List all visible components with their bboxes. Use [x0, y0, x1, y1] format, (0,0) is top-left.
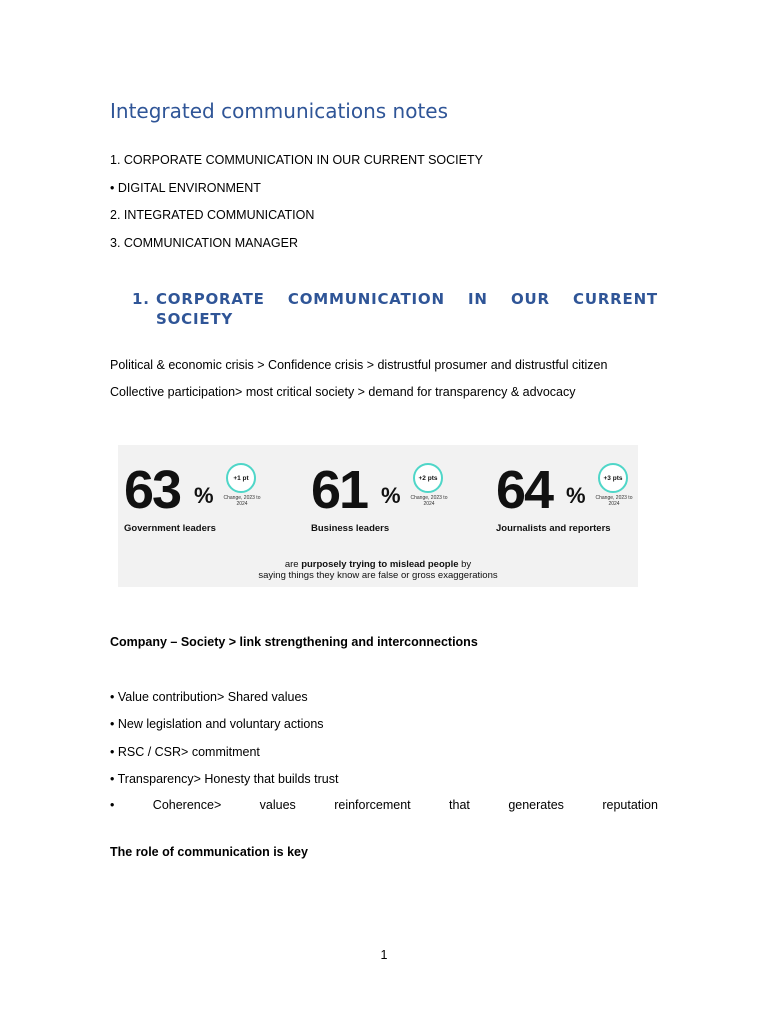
bullet-word: generates — [508, 798, 564, 812]
caption-line: saying things they know are false or gross exaggerations — [258, 570, 498, 581]
section-number: 1. — [132, 290, 150, 308]
bullet-word: values — [259, 798, 296, 812]
bullet-word: Coherence> — [152, 798, 222, 812]
stat-value: 61 — [311, 460, 368, 520]
toc-item: 2. INTEGRATED COMMUNICATION — [110, 208, 315, 222]
heading-word: COMMUNICATION — [287, 290, 445, 308]
stat-journalists — [490, 459, 660, 539]
page-number: 1 — [380, 948, 388, 962]
bullet-item-justified — [110, 798, 658, 812]
stat-label: Government leaders — [124, 523, 216, 534]
stat-value: 63 — [124, 460, 181, 520]
caption-emphasis: purposely trying to mislead people — [301, 559, 459, 570]
subheading: Company – Society > link strengthening and interconnections — [110, 635, 478, 649]
stat-value: 64 — [496, 460, 553, 520]
toc-item: 1. CORPORATE COMMUNICATION IN OUR CURRENT SOCIETY — [110, 153, 483, 167]
bullet-word: • — [110, 798, 115, 812]
stat-government — [118, 459, 288, 539]
stat-label: Business leaders — [311, 523, 390, 534]
stat-business — [305, 459, 475, 539]
caption-text: are — [284, 559, 302, 570]
change-badge: +2 pts — [413, 463, 443, 493]
stat-unit: % — [194, 483, 214, 508]
bullet-item: • RSC / CSR> commitment — [110, 745, 260, 759]
heading-word: CURRENT — [573, 290, 658, 308]
caption-text: by — [458, 559, 472, 570]
toc-item: • DIGITAL ENVIRONMENT — [110, 181, 261, 195]
heading-word: IN — [468, 290, 488, 308]
stats-caption — [118, 559, 638, 581]
heading-word: CORPORATE — [156, 290, 265, 308]
bullet-item: • Value contribution> Shared values — [110, 690, 308, 704]
paragraph: Political & economic crisis > Confidence crisis > distrustful prosumer and distrustful citizen — [110, 358, 608, 372]
bullet-word: that — [449, 798, 470, 812]
document-title: Integrated communications notes — [110, 99, 449, 123]
bullet-word: reputation — [602, 798, 658, 812]
stat-unit: % — [381, 483, 401, 508]
change-caption: Change, 2023 to 2024 — [595, 495, 633, 507]
toc-item: 3. COMMUNICATION MANAGER — [110, 236, 298, 250]
heading-word: SOCIETY — [156, 310, 234, 328]
change-caption: Change, 2023 to 2024 — [223, 495, 261, 507]
closing-statement: The role of communication is key — [110, 845, 308, 859]
paragraph: Collective participation> most critical society > demand for transparency & advocacy — [110, 385, 576, 399]
change-badge: +3 pts — [598, 463, 628, 493]
bullet-item: • New legislation and voluntary actions — [110, 717, 324, 731]
trust-statistics-image — [118, 445, 638, 587]
stat-label: Journalists and reporters — [496, 523, 611, 534]
stat-unit: % — [566, 483, 586, 508]
change-caption: Change, 2023 to 2024 — [410, 495, 448, 507]
bullet-item: • Transparency> Honesty that builds trust — [110, 772, 339, 786]
change-badge: +1 pt — [226, 463, 256, 493]
heading-word: OUR — [510, 290, 550, 308]
bullet-word: reinforcement — [334, 798, 411, 812]
